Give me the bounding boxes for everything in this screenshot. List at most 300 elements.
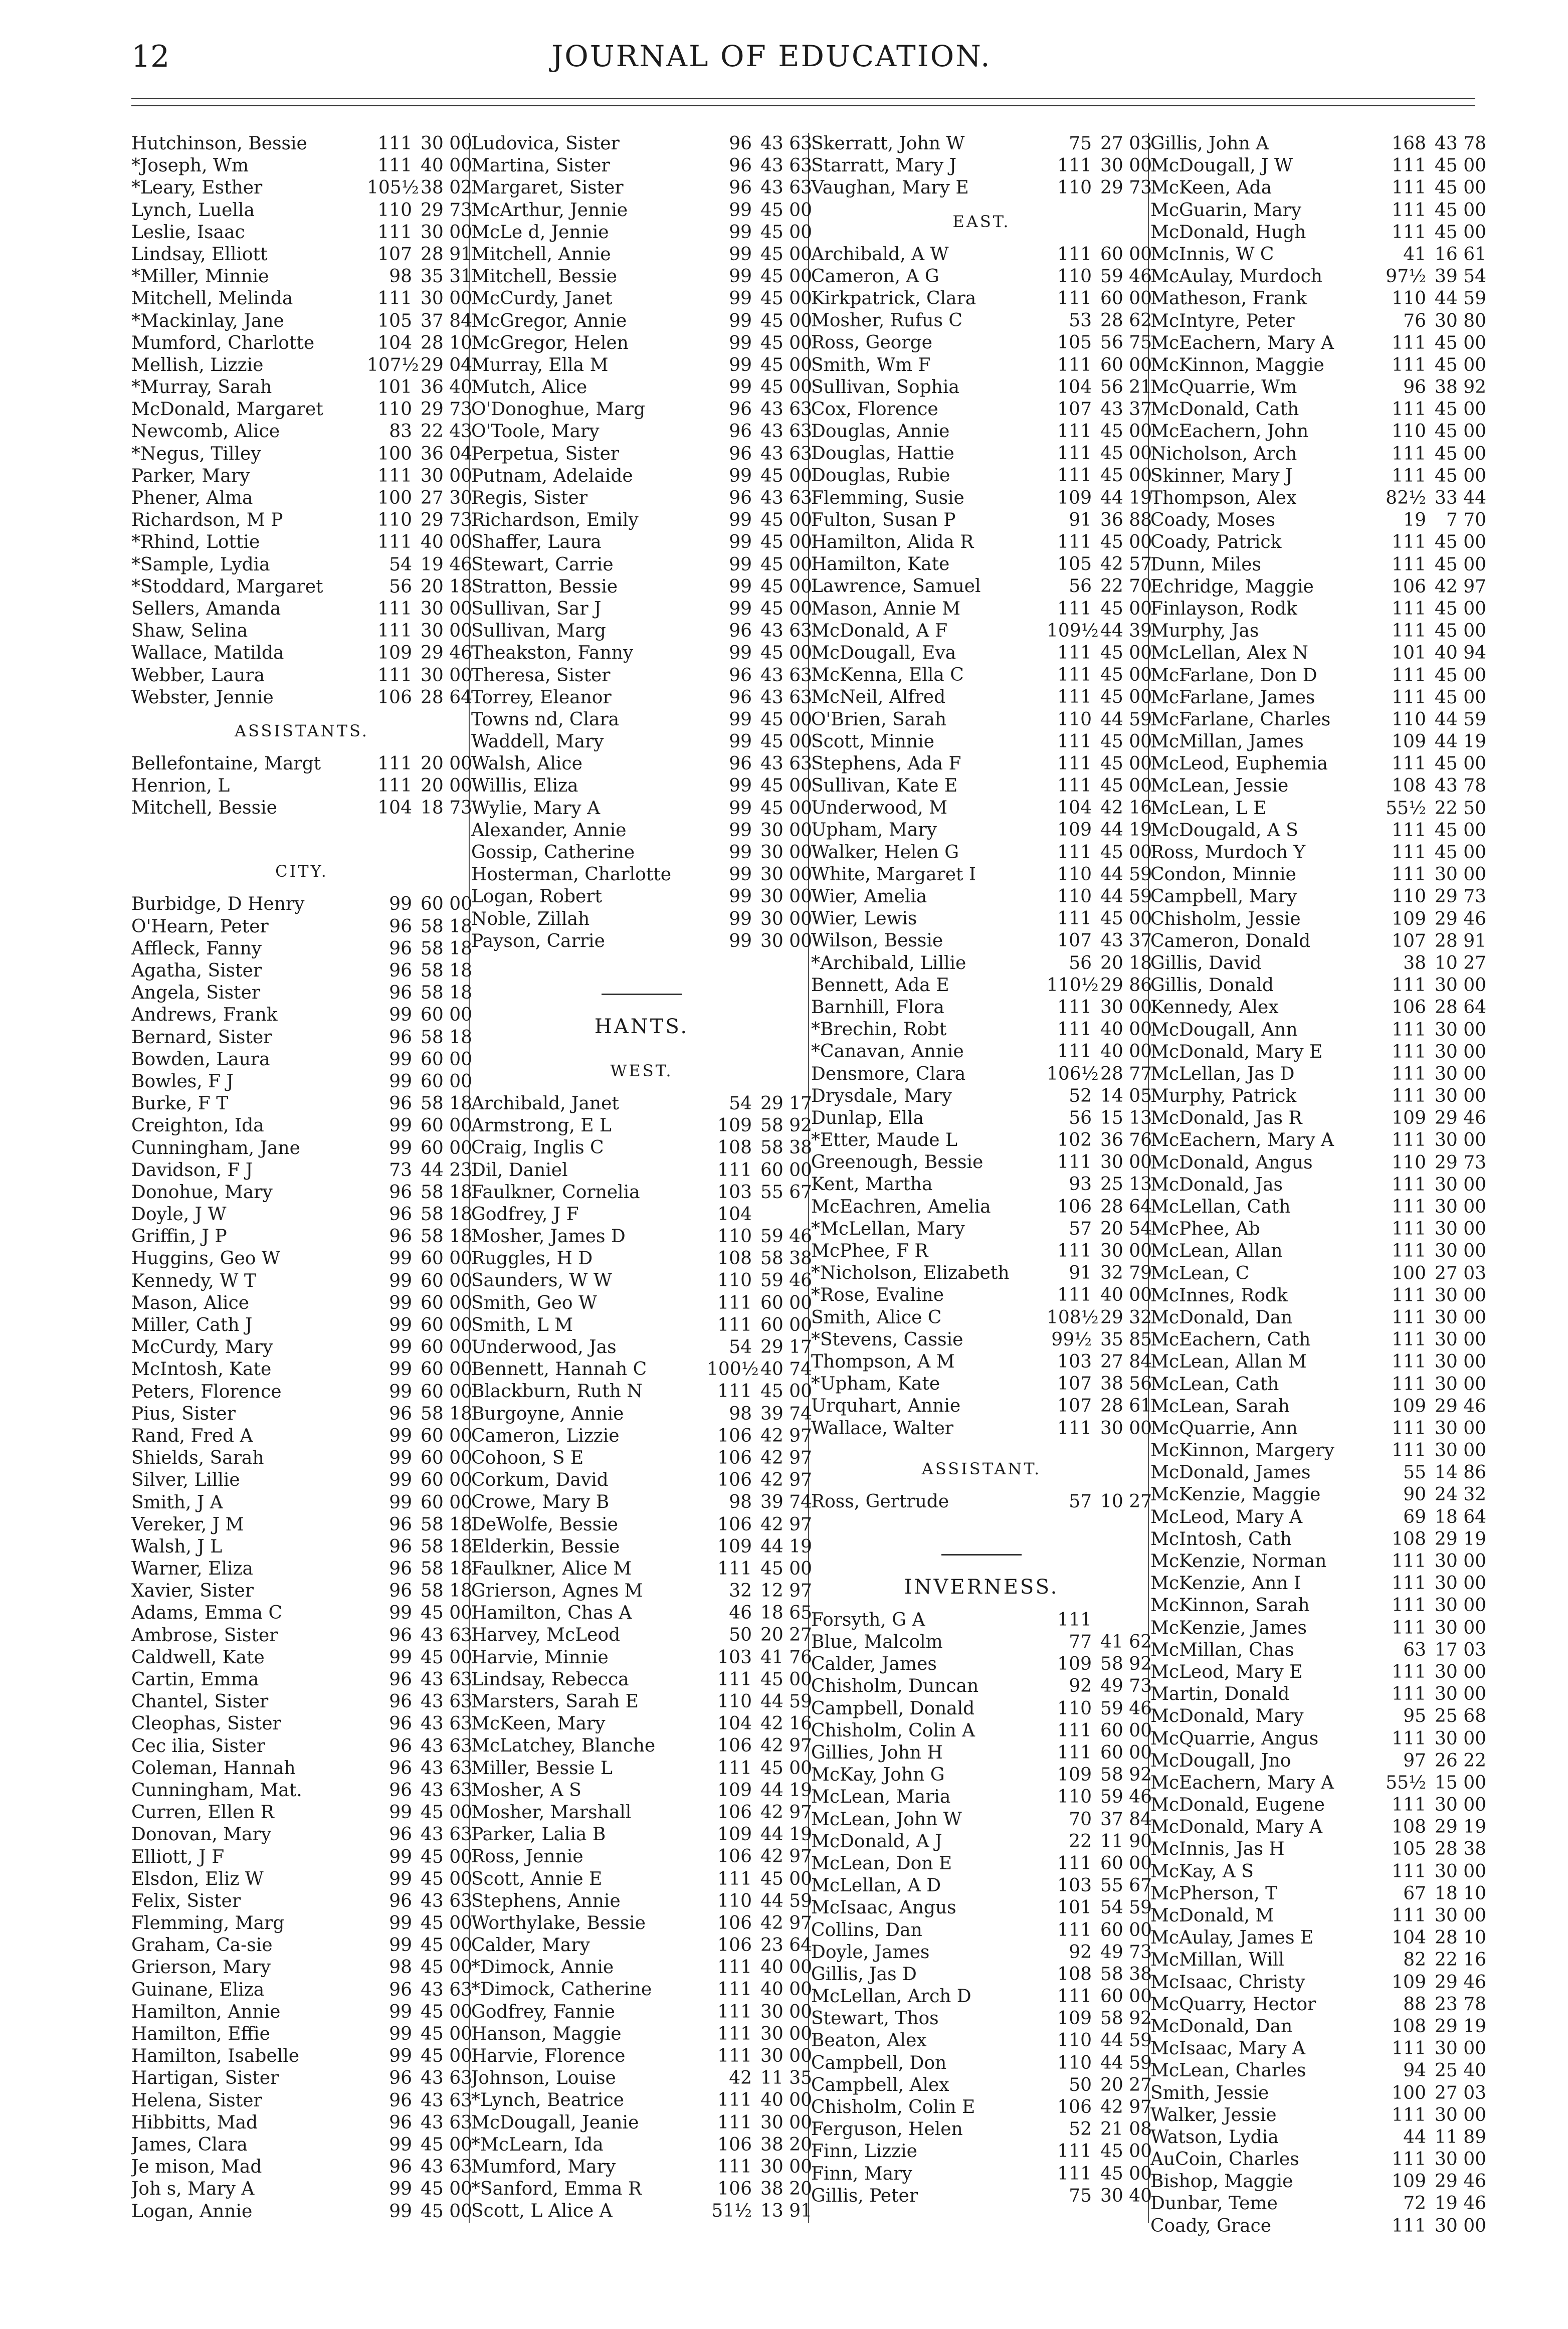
- days-taught: 109: [1392, 1108, 1426, 1129]
- teacher-name: Shaw, Selina: [131, 621, 248, 642]
- list-item: [471, 1425, 812, 1447]
- grant-amount: 43 63: [760, 399, 812, 420]
- list-item: [811, 731, 1152, 753]
- days-taught: 111: [1392, 1329, 1426, 1350]
- days-taught: 111: [1057, 775, 1092, 797]
- grant-amount: 43 63: [760, 443, 812, 464]
- days-taught: 109: [1057, 2008, 1092, 2029]
- teacher-name: Douglas, Annie: [811, 421, 950, 442]
- teacher-name: McCurdy, Mary: [131, 1337, 273, 1358]
- days-taught: 111: [717, 2046, 752, 2066]
- list-item: [471, 1780, 812, 1802]
- teacher-name: McKenzie, Maggie: [1150, 1484, 1321, 1505]
- days-taught: 99: [389, 1603, 412, 1624]
- teacher-name: Andrews, Frank: [131, 1005, 278, 1026]
- list-item: [131, 155, 472, 177]
- list-item: [811, 952, 1152, 975]
- teacher-name: Wier, Lewis: [811, 908, 917, 929]
- teacher-name: McQuarrie, Ann: [1150, 1418, 1298, 1439]
- list-item: [811, 1875, 1152, 1897]
- days-taught: 99: [729, 532, 752, 553]
- days-taught: 54: [729, 1093, 752, 1114]
- list-item: [1150, 421, 1486, 443]
- days-taught: 111: [1392, 465, 1426, 486]
- days-taught: 111: [1057, 465, 1092, 486]
- list-item: [811, 842, 1152, 864]
- grant-amount: 30 00: [1434, 1041, 1486, 1062]
- teacher-name: Wilson, Bessie: [811, 930, 943, 951]
- teacher-name: Ross, Gertrude: [811, 1491, 949, 1512]
- teacher-name: Stewart, Thos: [811, 2008, 939, 2029]
- list-item: [471, 1802, 812, 1824]
- grant-amount: 15 00: [1434, 1772, 1486, 1793]
- days-taught: 110: [377, 399, 412, 420]
- teacher-name: McDonald, James: [1150, 1462, 1311, 1483]
- teacher-name: Mumford, Charlotte: [131, 332, 315, 353]
- grant-amount: 18 65: [760, 1603, 812, 1624]
- teacher-name: Drysdale, Mary: [811, 1085, 952, 1106]
- days-taught: 105: [1392, 1839, 1426, 1860]
- list-item: [131, 1492, 472, 1514]
- days-taught: 100: [377, 443, 412, 464]
- teacher-name: Putnam, Adelaide: [471, 465, 633, 486]
- list-item: [1150, 1484, 1486, 1506]
- teacher-name: Cameron, Lizzie: [471, 1425, 620, 1446]
- days-taught: 110: [1392, 886, 1426, 907]
- teacher-name: Coady, Patrick: [1150, 532, 1282, 553]
- teacher-name: James, Clara: [131, 2134, 248, 2155]
- list-item: [131, 1912, 472, 1934]
- days-taught: 106: [717, 1514, 752, 1535]
- list-item: [131, 893, 472, 915]
- grant-amount: 22 43: [420, 421, 472, 442]
- teacher-name: Nicholson, Arch: [1150, 443, 1297, 464]
- grant-amount: 43 63: [760, 753, 812, 774]
- grant-amount: 60 00: [1100, 1919, 1152, 1940]
- teacher-name: Lindsay, Elliott: [131, 244, 268, 265]
- grant-amount: 33 44: [1434, 488, 1486, 508]
- teacher-name: *Sample, Lydia: [131, 554, 270, 575]
- days-taught: 109: [717, 1780, 752, 1801]
- days-taught: 99: [729, 222, 752, 243]
- teacher-name: McQuarrie, Angus: [1150, 1728, 1319, 1749]
- teacher-name: O'Donoghue, Marg: [471, 399, 645, 420]
- list-item: [1150, 997, 1486, 1019]
- list-item: [1150, 1838, 1486, 1860]
- grant-amount: 30 00: [1100, 1152, 1152, 1173]
- days-taught: 111: [1392, 1086, 1426, 1107]
- days-taught: 99: [389, 1359, 412, 1380]
- days-taught: 109: [1057, 487, 1092, 508]
- grant-amount: 60 00: [1100, 1986, 1152, 2007]
- days-taught: 99: [729, 731, 752, 752]
- days-taught: 111: [1392, 1285, 1426, 1306]
- days-taught: 111: [1392, 200, 1426, 221]
- teacher-name: McDonald, Mary A: [1150, 1817, 1322, 1838]
- days-taught: 56: [389, 576, 412, 597]
- list-item: [1150, 1661, 1486, 1683]
- grant-amount: 30 00: [1434, 1905, 1486, 1926]
- days-taught: 109: [377, 643, 412, 664]
- teacher-name: *Negus, Tilley: [131, 443, 261, 464]
- grant-amount: 30 00: [1434, 1374, 1486, 1395]
- grant-amount: 23 78: [1434, 1994, 1486, 2015]
- teacher-name: Hamilton, Isabelle: [131, 2046, 300, 2067]
- list-item: [131, 376, 472, 399]
- teacher-name: McQuarrie, Wm: [1150, 377, 1297, 398]
- grant-amount: 45 00: [420, 2134, 472, 2155]
- grant-amount: 45 00: [760, 200, 812, 221]
- section-heading: ASSISTANTS.: [235, 721, 369, 740]
- teacher-name: McEachern, Mary A: [1150, 1130, 1334, 1151]
- grant-amount: 27 03: [1434, 1263, 1486, 1284]
- grant-amount: 45 00: [1434, 155, 1486, 176]
- grant-amount: 59 46: [760, 1270, 812, 1291]
- grant-amount: 30 00: [760, 2046, 812, 2066]
- days-taught: 105: [1057, 554, 1092, 575]
- teacher-name: McLellan, A D: [811, 1875, 941, 1896]
- teacher-name: Bowles, F J: [131, 1071, 234, 1092]
- list-item: [471, 1647, 812, 1669]
- days-taught: 111: [1057, 1609, 1092, 1630]
- list-item: [131, 1049, 472, 1071]
- days-taught: 99: [729, 310, 752, 331]
- teacher-name: Hutchinson, Bessie: [131, 133, 307, 154]
- grant-amount: 60 00: [1100, 1742, 1152, 1763]
- grant-amount: 44 59: [1100, 864, 1152, 885]
- teacher-name: Flemming, Susie: [811, 487, 964, 508]
- days-taught: 101: [1057, 1897, 1092, 1918]
- days-taught: 111: [1392, 1130, 1426, 1151]
- list-item: [811, 2163, 1152, 2185]
- days-taught: 99: [729, 864, 752, 885]
- teacher-name: Smith, J A: [131, 1492, 223, 1513]
- column-3: [811, 133, 1152, 2207]
- list-item: [811, 465, 1152, 487]
- grant-amount: 45 00: [1100, 642, 1152, 663]
- grant-amount: 38 02: [420, 177, 472, 199]
- list-item: [471, 1934, 812, 1957]
- days-taught: 109: [1392, 2171, 1426, 2192]
- list-item: [811, 642, 1152, 664]
- teacher-name: Walsh, J L: [131, 1536, 223, 1557]
- section-heading: CITY.: [275, 862, 328, 881]
- grant-amount: 45 00: [760, 709, 812, 730]
- list-item: [471, 1691, 812, 1713]
- list-item: [811, 1085, 1152, 1107]
- grant-amount: 60 00: [1100, 244, 1152, 265]
- list-item: [1150, 1994, 1486, 2016]
- grant-amount: 38 92: [1434, 377, 1486, 398]
- teacher-name: Campbell, Donald: [811, 1698, 975, 1719]
- grant-amount: 29 46: [420, 643, 472, 664]
- days-taught: 105: [377, 310, 412, 331]
- list-item: [1150, 1196, 1486, 1218]
- teacher-name: McQuarry, Hector: [1150, 1994, 1316, 2015]
- grant-amount: 45 00: [1434, 399, 1486, 420]
- teacher-name: Archibald, Janet: [471, 1093, 619, 1114]
- teacher-name: McAulay, James E: [1150, 1927, 1314, 1949]
- teacher-name: Griffin, J P: [131, 1226, 227, 1247]
- list-item: [471, 2045, 812, 2067]
- grant-amount: 21 08: [1100, 2119, 1152, 2140]
- days-taught: 110: [1057, 864, 1092, 885]
- grant-amount: 30 00: [1434, 1861, 1486, 1882]
- days-taught: 111: [1392, 554, 1426, 575]
- grant-amount: 43 78: [1434, 133, 1486, 154]
- days-taught: 107: [1057, 930, 1092, 951]
- list-item: [471, 1182, 812, 1204]
- days-taught: 96: [389, 1890, 412, 1911]
- teacher-name: Gossip, Catherine: [471, 842, 635, 863]
- teacher-name: Vaughan, Mary E: [811, 177, 969, 199]
- grant-amount: 40 00: [760, 2090, 812, 2111]
- grant-amount: 38 20: [760, 2179, 812, 2200]
- teacher-name: Mitchell, Annie: [471, 244, 611, 265]
- days-taught: 111: [1057, 753, 1092, 774]
- grant-amount: 45 00: [760, 377, 812, 398]
- grant-amount: 17 03: [1434, 1639, 1486, 1660]
- list-item: [1150, 332, 1486, 354]
- teacher-name: Smith, Geo W: [471, 1292, 598, 1313]
- teacher-name: Felix, Sister: [131, 1890, 241, 1911]
- grant-amount: 38 56: [1100, 1374, 1152, 1395]
- teacher-name: Doyle, J W: [131, 1204, 227, 1225]
- days-taught: 111: [377, 288, 412, 309]
- days-taught: 99: [389, 1049, 412, 1070]
- days-taught: 38: [1403, 952, 1426, 974]
- list-item: [471, 775, 812, 797]
- days-taught: 19: [1403, 510, 1426, 531]
- list-item: [1150, 554, 1486, 576]
- grant-amount: 45 00: [1100, 753, 1152, 774]
- days-taught: 96: [729, 621, 752, 642]
- list-item: [1150, 1639, 1486, 1661]
- grant-amount: 29 19: [1434, 2016, 1486, 2037]
- grant-amount: 45 00: [1100, 665, 1152, 686]
- grant-amount: 43 63: [420, 1890, 472, 1911]
- grant-amount: 43 63: [420, 1691, 472, 1712]
- list-item: [471, 798, 812, 820]
- teacher-name: Caldwell, Kate: [131, 1647, 265, 1668]
- grant-amount: 20 00: [420, 753, 472, 774]
- days-taught: 99: [729, 842, 752, 863]
- days-taught: 99: [389, 1913, 412, 1934]
- days-taught: 99: [389, 1337, 412, 1358]
- days-taught: 99: [389, 2024, 412, 2044]
- grant-amount: 30 00: [420, 665, 472, 686]
- teacher-name: McPhee, Ab: [1150, 1219, 1260, 1240]
- teacher-name: Gillies, John H: [811, 1742, 943, 1763]
- days-taught: 41: [1403, 244, 1426, 265]
- grant-amount: 20 54: [1100, 1218, 1152, 1239]
- list-item: [131, 1979, 472, 2001]
- days-taught: 99: [729, 465, 752, 486]
- grant-amount: 10 27: [1100, 1491, 1152, 1512]
- list-item: [1150, 244, 1486, 266]
- grant-amount: 30 00: [420, 222, 472, 243]
- list-item: [1150, 1107, 1486, 1129]
- days-taught: 96: [729, 753, 752, 774]
- days-taught: 111: [1392, 1905, 1426, 1926]
- days-taught: 99: [389, 1470, 412, 1491]
- teacher-name: Lynch, Luella: [131, 200, 255, 221]
- grant-amount: 60 00: [760, 1292, 812, 1313]
- grant-amount: 45 00: [1434, 177, 1486, 199]
- grant-amount: 45 00: [1100, 687, 1152, 708]
- days-taught: 57: [1069, 1218, 1092, 1239]
- grant-amount: 45 00: [760, 643, 812, 664]
- grant-amount: 44 59: [1100, 709, 1152, 730]
- days-taught: 111: [717, 1669, 752, 1690]
- teacher-name: McDonald, Mary: [1150, 1706, 1304, 1727]
- list-item: [471, 2089, 812, 2111]
- teacher-name: Margaret, Sister: [471, 177, 624, 199]
- grant-amount: 43 63: [760, 665, 812, 686]
- teacher-name: Harvie, Minnie: [471, 1647, 609, 1668]
- days-taught: 56: [1069, 952, 1092, 974]
- grant-amount: 30 00: [760, 820, 812, 841]
- days-taught: 96: [729, 155, 752, 176]
- days-taught: 111: [377, 222, 412, 243]
- grant-amount: 37 84: [420, 310, 472, 331]
- days-taught: 111: [377, 665, 412, 686]
- days-taught: 107: [1057, 399, 1092, 420]
- teacher-name: Elliott, J F: [131, 1846, 225, 1867]
- list-item: [811, 886, 1152, 908]
- teacher-name: Beaton, Alex: [811, 2030, 927, 2051]
- teacher-name: McDonald, Mary E: [1150, 1041, 1323, 1062]
- teacher-name: McEachern, Mary A: [1150, 332, 1334, 353]
- days-taught: 108: [717, 1248, 752, 1269]
- days-taught: 106½: [1047, 1063, 1099, 1084]
- list-item: [471, 576, 812, 598]
- grant-amount: 45 00: [1434, 443, 1486, 464]
- list-item: [811, 177, 1152, 199]
- days-taught: 111: [1392, 1418, 1426, 1439]
- list-item: [471, 1358, 812, 1381]
- days-taught: 110: [377, 510, 412, 531]
- teacher-name: McLellan, Jas D: [1150, 1063, 1295, 1084]
- teacher-name: *McLellan, Mary: [811, 1218, 965, 1239]
- teacher-name: Thompson, Alex: [1150, 488, 1297, 508]
- days-taught: 111: [1392, 332, 1426, 353]
- teacher-name: Mason, Annie M: [811, 598, 961, 619]
- list-item: [811, 1041, 1152, 1063]
- teacher-name: McEachern, Mary A: [1150, 1772, 1334, 1793]
- grant-amount: 60 00: [420, 1425, 472, 1446]
- grant-amount: 27 30: [420, 488, 472, 508]
- grant-amount: 42 97: [760, 1802, 812, 1823]
- days-taught: 111: [1392, 1019, 1426, 1040]
- grant-amount: 18 64: [1434, 1506, 1486, 1527]
- list-item: [1150, 598, 1486, 620]
- teacher-name: Donovan, Mary: [131, 1824, 272, 1845]
- days-taught: 109: [1392, 1396, 1426, 1417]
- grant-amount: 43 63: [760, 687, 812, 708]
- teacher-name: McDougall, Jno: [1150, 1750, 1291, 1771]
- list-item: [811, 310, 1152, 332]
- teacher-name: Lindsay, Rebecca: [471, 1669, 629, 1690]
- list-item: [131, 576, 472, 598]
- grant-amount: 30 00: [420, 621, 472, 642]
- grant-amount: 42 97: [760, 1447, 812, 1468]
- days-taught: 22: [1069, 1831, 1092, 1852]
- list-item: [471, 288, 812, 310]
- list-item: [1150, 620, 1486, 642]
- days-taught: 111: [1057, 842, 1092, 863]
- days-taught: 32: [729, 1581, 752, 1602]
- teacher-name: Willis, Eliza: [471, 775, 578, 797]
- list-item: [1150, 1152, 1486, 1174]
- list-item: [131, 509, 472, 531]
- teacher-name: McMillan, James: [1150, 731, 1304, 752]
- list-item: [1150, 820, 1486, 842]
- list-item: [811, 1986, 1152, 2008]
- teacher-name: McLeod, Mary E: [1150, 1661, 1303, 1682]
- teacher-name: *Miller, Minnie: [131, 266, 269, 287]
- days-taught: 111: [1057, 731, 1092, 752]
- teacher-name: Dil, Daniel: [471, 1159, 568, 1181]
- list-item: [1150, 288, 1486, 310]
- list-item: [1150, 1683, 1486, 1705]
- days-taught: 111: [1392, 864, 1426, 885]
- spacer: [131, 819, 472, 849]
- list-item: [471, 709, 812, 731]
- days-taught: 99: [729, 576, 752, 597]
- teacher-name: Grierson, Mary: [131, 1957, 271, 1978]
- list-item: [471, 1713, 812, 1735]
- grant-amount: 45 00: [1100, 421, 1152, 442]
- teacher-name: McLeod, Euphemia: [1150, 753, 1328, 774]
- days-taught: 111: [1057, 155, 1092, 176]
- teacher-name: Cameron, Donald: [1150, 930, 1311, 951]
- days-taught: 63: [1403, 1639, 1426, 1660]
- list-item: [131, 1625, 472, 1647]
- list-item: [471, 155, 812, 177]
- list-item: [131, 1182, 472, 1204]
- list-item: [1150, 1595, 1486, 1617]
- days-taught: 109: [717, 1824, 752, 1845]
- grant-amount: 13 91: [760, 2201, 812, 2222]
- teacher-name: Gillis, Jas D: [811, 1964, 917, 1985]
- list-item: [131, 133, 472, 155]
- days-taught: 111: [1392, 222, 1426, 243]
- days-taught: 96: [389, 1691, 412, 1712]
- teacher-name: Sellers, Amanda: [131, 598, 281, 619]
- list-item: [811, 133, 1152, 155]
- list-item: [811, 1174, 1152, 1196]
- teacher-name: Cartin, Emma: [131, 1669, 259, 1690]
- teacher-name: Kirkpatrick, Clara: [811, 288, 976, 309]
- list-item: [131, 1824, 472, 1846]
- teacher-name: Faulkner, Alice M: [471, 1558, 632, 1579]
- list-item: [811, 1675, 1152, 1697]
- days-taught: 111: [717, 1979, 752, 2000]
- days-taught: 99: [729, 266, 752, 287]
- teacher-name: White, Margaret I: [811, 864, 976, 885]
- days-taught: 111: [1392, 1197, 1426, 1217]
- days-taught: 110: [1057, 2052, 1092, 2073]
- teacher-name: *Archibald, Lillie: [811, 952, 966, 974]
- days-taught: 99: [389, 1846, 412, 1867]
- list-item: [811, 376, 1152, 399]
- grant-amount: 29 73: [420, 200, 472, 221]
- teacher-name: Coady, Grace: [1150, 2215, 1272, 2236]
- teacher-name: Wallace, Walter: [811, 1418, 954, 1439]
- teacher-name: Ambrose, Sister: [131, 1625, 278, 1646]
- days-taught: 111: [1392, 399, 1426, 420]
